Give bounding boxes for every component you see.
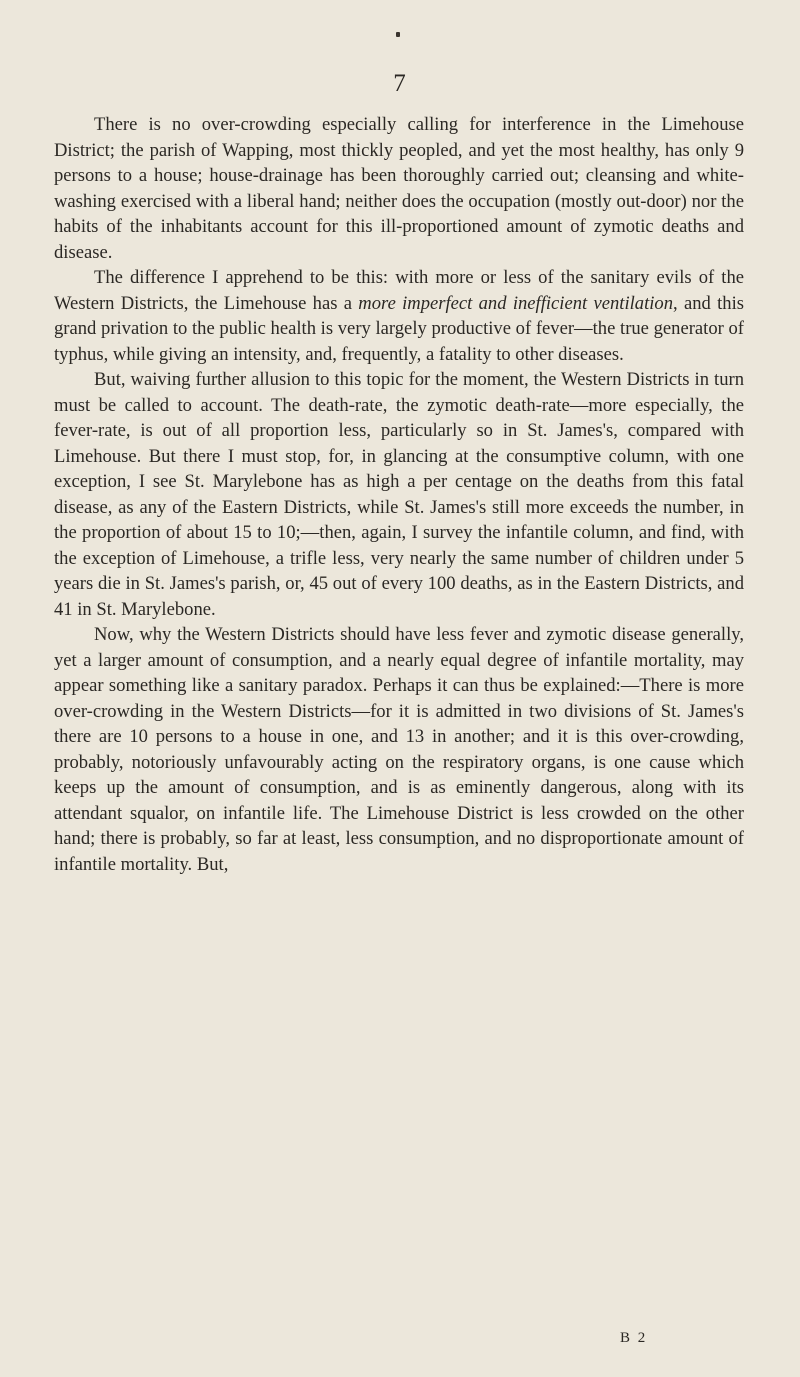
paragraph-2-emphasis: more imperfect and inefficient ventilation [358,292,674,314]
page-number: 7 [393,70,407,97]
printer-mark [396,32,400,37]
paragraph-2-tail: , and this grand privation to the public health is very largely productive of fever—the true generator of typhus, while giving an intensity, and, frequently, a fatality to other diseases. [54,292,744,365]
paragraph-2 [54,265,744,367]
signature-mark: B 2 [620,1330,648,1346]
body-text [54,112,744,877]
paragraph-4: Now, why the Western Districts should have less fever and zymotic disease generally, yet a larger amount of consumption, and a nearly equal degree of infantile mortality, may appear something like a sanitary paradox. Perhaps it can thus be explained:—There is more over-crowding in the Western Districts—for it is admitted in two divisions of St. James's there are 10 persons to a house in one, and 13 in another; and it is this over-crowding, probably, notoriously unfavourably acting on the respiratory organs, is one cause which keeps up the amount of consumption, and is as eminently dangerous, along with its attendant squalor, on infantile life. The Limehouse District is less crowded on the other hand; there is probably, so far at least, less consumption, and no disproportionate amount of infantile mortality. But, [54,624,744,875]
paragraph-3: But, waiving further allusion to this topic for the moment, the Western Districts in turn must be called to account. The death-rate, the zymotic death-rate—more especially, the fever-rate, is out of all proportion less, particularly so in St. James's, compared with Limehouse. But there I must stop, for, in glancing at the consumptive column, with one exception, I see St. Marylebone has as high a per centage on the deaths from this fatal disease, as any of the Eastern Districts, while St. James's still more exceeds the number, in the proportion of about 15 to 10;—then, again, I survey the infantile column, and find, with the exception of Limehouse, a trifle less, very nearly the same number of children under 5 years die in St. James's parish, or, 45 out of every 100 deaths, as in the Eastern Districts, and 41 in St. Marylebone. [54,369,744,620]
paragraph-2-lead: The difference I apprehend to be this: with more or less of the sanitary evils of the Western Districts, the Limehouse has a [54,267,744,314]
paragraph-1: There is no over-crowding especially calling for interference in the Limehouse District; the parish of Wapping, most thickly peopled, and yet the most healthy, has only 9 persons to a house; house-drainage has been thoroughly carried out; cleansing and white-washing exercised with a liberal hand; neither does the occupation (mostly out-door) nor the habits of the inhabitants account for this ill-proportioned amount of zymotic deaths and disease. [54,114,744,263]
